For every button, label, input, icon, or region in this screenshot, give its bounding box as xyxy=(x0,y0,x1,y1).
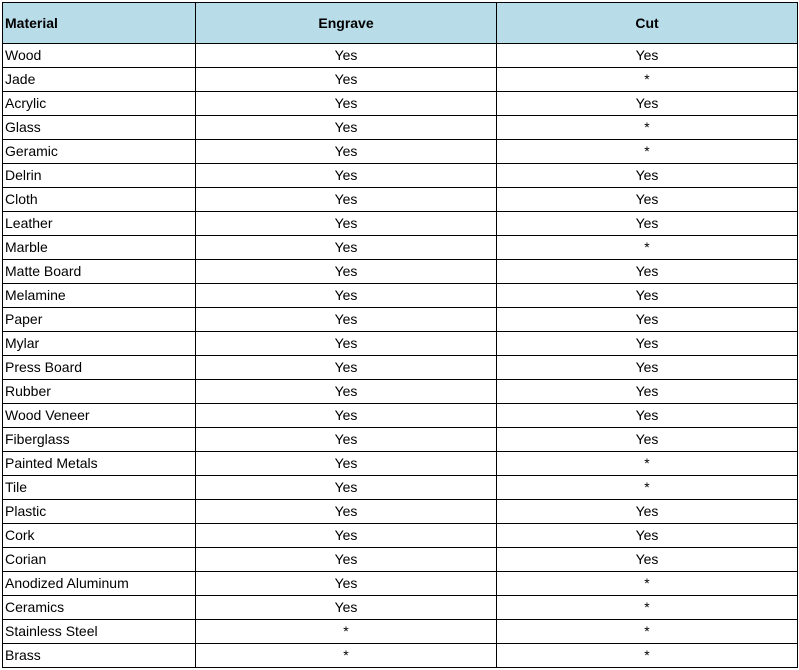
engrave-cell: Yes xyxy=(196,428,497,452)
cut-cell: Yes xyxy=(497,212,798,236)
cut-cell: * xyxy=(497,620,798,644)
engrave-cell: Yes xyxy=(196,404,497,428)
engrave-cell: Yes xyxy=(196,44,497,68)
cut-cell: Yes xyxy=(497,164,798,188)
table-row xyxy=(3,524,798,548)
material-cell: Wood xyxy=(3,44,196,68)
engrave-cell: Yes xyxy=(196,380,497,404)
material-cell: Melamine xyxy=(3,284,196,308)
table-row xyxy=(3,212,798,236)
table-row xyxy=(3,332,798,356)
material-cell: Cork xyxy=(3,524,196,548)
cut-cell: Yes xyxy=(497,308,798,332)
material-cell: Acrylic xyxy=(3,92,196,116)
table-row xyxy=(3,92,798,116)
cut-cell: Yes xyxy=(497,500,798,524)
table-row xyxy=(3,356,798,380)
cut-cell: Yes xyxy=(497,44,798,68)
table-row xyxy=(3,236,798,260)
cut-cell: Yes xyxy=(497,356,798,380)
cut-cell: * xyxy=(497,236,798,260)
materials-table xyxy=(2,2,798,668)
engrave-cell: Yes xyxy=(196,596,497,620)
cut-cell: Yes xyxy=(497,548,798,572)
table-row xyxy=(3,500,798,524)
material-cell: Glass xyxy=(3,116,196,140)
engrave-cell: * xyxy=(196,620,497,644)
table-row xyxy=(3,44,798,68)
header-row xyxy=(3,3,798,44)
material-cell: Wood Veneer xyxy=(3,404,196,428)
engrave-cell: Yes xyxy=(196,524,497,548)
column-header-material: Material xyxy=(3,3,196,44)
table-row xyxy=(3,476,798,500)
material-cell: Anodized Aluminum xyxy=(3,572,196,596)
engrave-cell: Yes xyxy=(196,332,497,356)
table-row xyxy=(3,404,798,428)
material-cell: Ceramics xyxy=(3,596,196,620)
engrave-cell: Yes xyxy=(196,452,497,476)
cut-cell: Yes xyxy=(497,428,798,452)
material-cell: Matte Board xyxy=(3,260,196,284)
material-cell: Rubber xyxy=(3,380,196,404)
table-header xyxy=(3,3,798,44)
material-cell: Delrin xyxy=(3,164,196,188)
cut-cell: Yes xyxy=(497,332,798,356)
table-row xyxy=(3,644,798,668)
material-cell: Brass xyxy=(3,644,196,668)
column-header-cut: Cut xyxy=(497,3,798,44)
engrave-cell: Yes xyxy=(196,212,497,236)
cut-cell: Yes xyxy=(497,284,798,308)
cut-cell: * xyxy=(497,452,798,476)
column-header-engrave: Engrave xyxy=(196,3,497,44)
table-row xyxy=(3,428,798,452)
material-cell: Geramic xyxy=(3,140,196,164)
material-cell: Plastic xyxy=(3,500,196,524)
materials-table-container xyxy=(2,2,798,668)
table-row xyxy=(3,596,798,620)
engrave-cell: * xyxy=(196,644,497,668)
cut-cell: * xyxy=(497,140,798,164)
engrave-cell: Yes xyxy=(196,260,497,284)
table-row xyxy=(3,284,798,308)
cut-cell: Yes xyxy=(497,92,798,116)
material-cell: Corian xyxy=(3,548,196,572)
engrave-cell: Yes xyxy=(196,308,497,332)
cut-cell: Yes xyxy=(497,188,798,212)
material-cell: Stainless Steel xyxy=(3,620,196,644)
engrave-cell: Yes xyxy=(196,188,497,212)
table-row xyxy=(3,548,798,572)
material-cell: Painted Metals xyxy=(3,452,196,476)
cut-cell: * xyxy=(497,596,798,620)
engrave-cell: Yes xyxy=(196,548,497,572)
material-cell: Fiberglass xyxy=(3,428,196,452)
material-cell: Tile xyxy=(3,476,196,500)
table-row xyxy=(3,620,798,644)
engrave-cell: Yes xyxy=(196,236,497,260)
engrave-cell: Yes xyxy=(196,476,497,500)
table-row xyxy=(3,452,798,476)
table-row xyxy=(3,308,798,332)
table-row xyxy=(3,188,798,212)
table-row xyxy=(3,116,798,140)
engrave-cell: Yes xyxy=(196,356,497,380)
cut-cell: Yes xyxy=(497,380,798,404)
cut-cell: * xyxy=(497,644,798,668)
engrave-cell: Yes xyxy=(196,68,497,92)
engrave-cell: Yes xyxy=(196,284,497,308)
engrave-cell: Yes xyxy=(196,116,497,140)
table-row xyxy=(3,164,798,188)
cut-cell: Yes xyxy=(497,524,798,548)
table-row xyxy=(3,140,798,164)
engrave-cell: Yes xyxy=(196,500,497,524)
cut-cell: Yes xyxy=(497,404,798,428)
engrave-cell: Yes xyxy=(196,164,497,188)
table-row xyxy=(3,572,798,596)
material-cell: Press Board xyxy=(3,356,196,380)
engrave-cell: Yes xyxy=(196,92,497,116)
table-row xyxy=(3,260,798,284)
cut-cell: * xyxy=(497,572,798,596)
engrave-cell: Yes xyxy=(196,572,497,596)
cut-cell: * xyxy=(497,476,798,500)
material-cell: Paper xyxy=(3,308,196,332)
table-row xyxy=(3,68,798,92)
cut-cell: Yes xyxy=(497,260,798,284)
material-cell: Marble xyxy=(3,236,196,260)
engrave-cell: Yes xyxy=(196,140,497,164)
material-cell: Cloth xyxy=(3,188,196,212)
cut-cell: * xyxy=(497,68,798,92)
material-cell: Mylar xyxy=(3,332,196,356)
material-cell: Leather xyxy=(3,212,196,236)
cut-cell: * xyxy=(497,116,798,140)
table-row xyxy=(3,380,798,404)
table-body xyxy=(3,44,798,668)
material-cell: Jade xyxy=(3,68,196,92)
